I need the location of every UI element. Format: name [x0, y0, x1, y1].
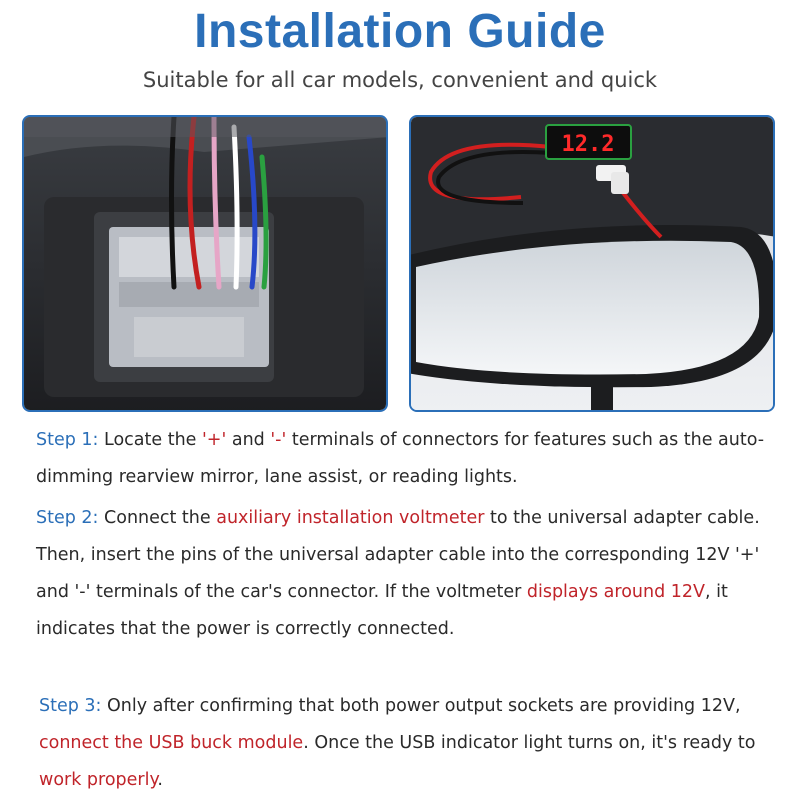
step-label: Step 2:: [36, 508, 99, 528]
step-body-text: .: [157, 770, 163, 790]
rearview-mirror-voltmeter-photo-icon: [411, 117, 775, 412]
step-body-text: . Once the USB indicator light turns on, it's ready to: [303, 733, 756, 753]
step-2-text: [36, 500, 776, 648]
highlighted-text: '-': [270, 430, 287, 450]
step-body-text: to the universal adapter cable. Then, insert the pins of the universal adapter cable into the corresponding 12V '+' and '-' terminals of the car's connector. If the voltmeter: [36, 508, 760, 602]
voltmeter-display: 12.2: [561, 132, 615, 157]
step-1-text: [36, 422, 776, 496]
highlighted-text: displays around 12V: [526, 582, 706, 602]
step-body-text: and: [226, 430, 271, 450]
step-body-text: Only after confirming that both power output sockets are providing 12V,: [101, 696, 741, 716]
step-body-text: terminals of connectors for features such as the auto-dimming rearview mirror, lane assist, or reading lights.: [36, 430, 765, 487]
step-body-text: Locate the: [98, 430, 202, 450]
step-label: Step 1:: [36, 430, 99, 450]
page-title: Installation Guide: [194, 5, 606, 58]
highlighted-text: '+': [201, 430, 227, 450]
step-label: Step 3:: [39, 696, 102, 716]
page-subtitle: Suitable for all car models, convenient and quick: [142, 68, 658, 92]
highlighted-text: connect the USB buck module: [39, 733, 304, 753]
car-connector-photo-icon: [24, 117, 388, 412]
highlighted-text: auxiliary installation voltmeter: [216, 508, 485, 528]
step-body-text: Connect the: [98, 508, 217, 528]
highlighted-text: work properly: [39, 770, 158, 790]
mirror-voltmeter-photo: [409, 115, 775, 412]
step-3-text: [39, 688, 779, 799]
step-body-text: , it indicates that the power is correctly connected.: [36, 582, 728, 639]
connector-photo: [22, 115, 388, 412]
